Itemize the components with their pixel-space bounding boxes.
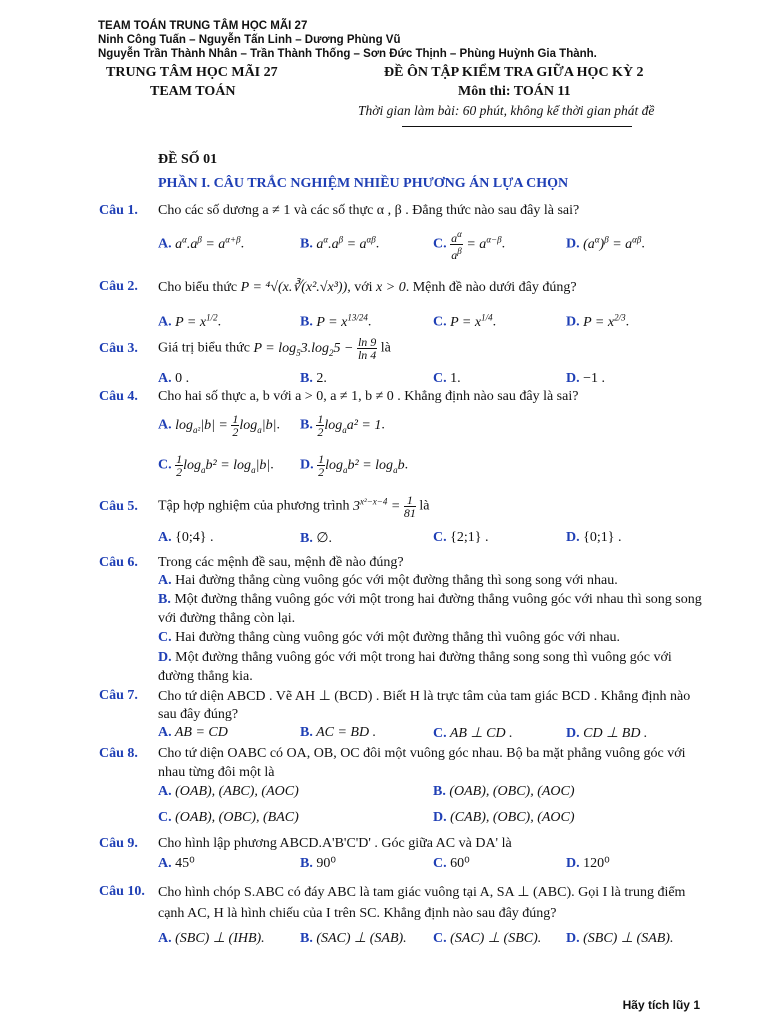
- q9-opt-c: [433, 855, 470, 872]
- letter: B.: [300, 417, 313, 433]
- letter: D.: [566, 371, 580, 386]
- q9-val-d: 120⁰: [583, 856, 610, 871]
- exam-title: ĐỀ ÔN TẬP KIỂM TRA GIỮA HỌC KỲ 2: [384, 65, 644, 80]
- q7-opt-a: [158, 725, 228, 741]
- q8-val-a: (OAB), (ABC), (AOC): [175, 784, 299, 799]
- q6-b1: Một đường thẳng vuông góc với một trong hai đường thẳng vuông góc với nhau thì song song: [174, 592, 702, 607]
- time-note: Thời gian làm bài: 60 phút, không kể thời gian phát đề: [358, 103, 655, 118]
- letter: B.: [433, 784, 446, 799]
- letter: A.: [158, 931, 172, 946]
- header-divider: [402, 126, 632, 127]
- footer-text: Hãy tích lũy 1: [622, 998, 700, 1012]
- exam-number: ĐỀ SỐ 01: [158, 152, 218, 167]
- q8-opt-a: [158, 784, 299, 800]
- q1-opt-a: A. $a^\alpha.a^\beta = a^{\alpha+\beta}$.: [158, 234, 245, 252]
- q5-label: Câu 5.: [99, 499, 138, 514]
- letter: D.: [566, 856, 580, 871]
- q4-opt-a: A. $\log_{a^2}|b|$ = $\frac{1}{2}$ $\log_a|b|$.: [158, 412, 280, 439]
- q3-val-b: 2.: [316, 371, 327, 386]
- q7-val-b: AC = BD .: [316, 725, 377, 740]
- letter: C.: [433, 726, 447, 741]
- q9-val-a: 45⁰: [175, 856, 195, 871]
- q4-opt-b: B. $\frac{1}{2}$ $\log_aa^2 = 1$.: [300, 412, 385, 439]
- letter: D.: [300, 457, 314, 473]
- letter: C.: [433, 931, 447, 946]
- q1-opt-d: D. $(a^\alpha)^\beta = a^{\alpha\beta}$.: [566, 234, 645, 252]
- q10-text2: cạnh AC, H là hình chiếu của I trên SC. Khẳng định nào sau đây đúng?: [158, 906, 557, 921]
- letter: D.: [158, 650, 172, 665]
- q7-opt-c: [433, 725, 513, 742]
- q9-label: Câu 9.: [99, 836, 138, 851]
- letter: D.: [566, 236, 580, 252]
- q7-text1: Cho tứ diện ABCD . Vẽ AH ⊥ (BCD) . Biết H là trực tâm của tam giác BCD . Khẳng định nào: [158, 689, 691, 704]
- q3-opt-c: [433, 371, 461, 387]
- q2-label: Câu 2.: [99, 279, 138, 294]
- letter: D.: [566, 530, 580, 545]
- q8-opt-c: [158, 810, 299, 826]
- letter: A.: [158, 314, 172, 330]
- q2-text: Cho biểu thức P = ⁴√(x.∛(x².√x³)), với x > 0. Mệnh đề nào dưới đây đúng?: [158, 280, 577, 295]
- q5-opt-b: [300, 530, 332, 547]
- letter: C.: [158, 457, 172, 473]
- q3-val-c: 1.: [450, 371, 461, 386]
- q9-opt-b: [300, 855, 336, 872]
- letter: B.: [300, 371, 313, 386]
- q7-opt-d: [566, 725, 647, 742]
- letter: C.: [158, 810, 172, 825]
- q10-val-b: (SAC) ⊥ (SAB).: [316, 931, 407, 946]
- q2-opt-a: A. $P = x^{1/2}$.: [158, 312, 222, 330]
- q6-a: Hai đường thẳng cùng vuông góc với một đường thẳng thì song song với nhau.: [175, 573, 618, 588]
- q6-c: Hai đường thẳng cùng vuông góc với một đường thẳng thì vuông góc với nhau.: [175, 630, 621, 645]
- q4-opt-c: C. $\frac{1}{2}$ $\log_ab^2 = \log_a|b|$.: [158, 452, 274, 479]
- q5-val-a: {0;4} .: [175, 530, 214, 545]
- q5-val-b: ∅.: [316, 531, 333, 546]
- letter: C.: [433, 236, 447, 252]
- q6-opt-b: [158, 592, 702, 608]
- q6-opt-a: [158, 573, 618, 589]
- q10-opt-d: [566, 930, 673, 947]
- q1-opt-b: B. $a^\alpha.a^\beta = a^{\alpha\beta}$.: [300, 234, 380, 252]
- q8-text1: Cho tứ diện OABC có OA, OB, OC đôi một vuông góc nhau. Bộ ba mặt phẳng vuông góc với: [158, 746, 686, 761]
- q10-opt-a: [158, 930, 265, 947]
- q5-opt-c: [433, 530, 488, 546]
- letter: D.: [566, 931, 580, 946]
- q4-text: Cho hai số thực a, b với a > 0, a ≠ 1, b ≠ 0 . Khẳng định nào sau đây là sai?: [158, 389, 579, 404]
- q9-opt-a: [158, 855, 195, 872]
- part-title: PHẦN I. CÂU TRẮC NGHIỆM NHIỀU PHƯƠNG ÁN LỰA CHỌN: [158, 176, 569, 191]
- q3-label: Câu 3.: [99, 341, 138, 356]
- q10-opt-c: [433, 930, 541, 947]
- q6-label: Câu 6.: [99, 555, 138, 570]
- letter: C.: [433, 856, 447, 871]
- q3-text-a: Giá trị biểu thức: [158, 340, 250, 356]
- q2-text-a: Cho biểu thức: [158, 280, 238, 295]
- subject: Môn thi: TOÁN 11: [458, 84, 571, 99]
- q4-opt-d: D. $\frac{1}{2}$ $\log_ab^2 = \log_ab$.: [300, 452, 409, 479]
- q5-text-b: là: [419, 498, 430, 514]
- q3-val-a: 0 .: [175, 371, 190, 386]
- q5-opt-a: [158, 530, 213, 546]
- letter: C.: [433, 314, 447, 330]
- q2-opt-d: D. $P = x^{2/3}$.: [566, 312, 630, 330]
- q10-val-c: (SAC) ⊥ (SBC).: [450, 931, 542, 946]
- q2-text-c: . Mệnh đề nào dưới đây đúng?: [405, 280, 577, 295]
- team-line-1: TEAM TOÁN TRUNG TÂM HỌC MÃI 27: [98, 20, 308, 32]
- q7-val-a: AB = CD: [174, 725, 228, 740]
- letter: D.: [566, 726, 580, 741]
- q9-text: Cho hình lập phương ABCD.A'B'C'D' . Góc giữa AC và DA' là: [158, 836, 512, 851]
- q1-label: Câu 1.: [99, 203, 138, 218]
- letter: C.: [158, 630, 172, 645]
- q8-opt-b: [433, 784, 575, 800]
- letter: A.: [158, 236, 172, 252]
- q10-val-d: (SBC) ⊥ (SAB).: [583, 931, 674, 946]
- q7-label: Câu 7.: [99, 688, 138, 703]
- q2-opt-b: B. $P = x^{13/24}$.: [300, 312, 372, 330]
- q8-val-d: (CAB), (OBC), (AOC): [450, 810, 575, 825]
- q3-opt-d: [566, 371, 605, 387]
- q6-opt-d: [158, 650, 672, 666]
- q6-opt-c: [158, 630, 620, 646]
- team-name: TEAM TOÁN: [150, 84, 236, 99]
- q8-label: Câu 8.: [99, 746, 138, 761]
- q7-opt-b: [300, 725, 376, 741]
- q7-text2: sau đây đúng?: [158, 707, 239, 722]
- letter: A.: [158, 725, 172, 740]
- letter: B.: [300, 725, 313, 740]
- q2-text-b: , với: [347, 280, 373, 295]
- letter: D.: [566, 314, 580, 330]
- q5-opt-d: [566, 530, 621, 546]
- q2-opt-c: C. $P = x^{1/4}$.: [433, 312, 497, 330]
- q8-val-b: (OAB), (OBC), (AOC): [449, 784, 575, 799]
- q1-text: Cho các số dương a ≠ 1 và các số thực α , β . Đẳng thức nào sau đây là sai?: [158, 203, 580, 218]
- q8-text2: nhau từng đôi một là: [158, 765, 275, 780]
- letter: A.: [158, 573, 172, 588]
- q3-opt-a: [158, 371, 189, 387]
- q10-text1: Cho hình chóp S.ABC có đáy ABC là tam giác vuông tại A, SA ⊥ (ABC). Gọi I là trung điểm: [158, 885, 686, 900]
- team-line-3: Nguyễn Trần Thành Nhân – Trần Thành Thống – Sơn Đức Thịnh – Phùng Huỳnh Gia Thành.: [98, 48, 597, 60]
- letter: A.: [158, 371, 172, 386]
- q6-b2: với đường thẳng còn lại.: [158, 611, 296, 626]
- letter: A.: [158, 530, 172, 545]
- center-name: TRUNG TÂM HỌC MÃI 27: [106, 65, 278, 80]
- team-line-2: Ninh Công Tuấn – Nguyễn Tấn Linh – Dương Phùng Vũ: [98, 34, 401, 46]
- q7-val-c: AB ⊥ CD .: [449, 726, 513, 741]
- q3-val-d: −1 .: [583, 371, 606, 386]
- q5-val-c: {2;1} .: [450, 530, 489, 545]
- q5-val-d: {0;1} .: [583, 530, 622, 545]
- letter: D.: [433, 810, 447, 825]
- letter: B.: [300, 314, 313, 330]
- q8-opt-d: [433, 810, 575, 826]
- q6-d1: Một đường thẳng vuông góc với một trong hai đường thẳng song song thì vuông góc với: [175, 650, 672, 665]
- q5-text-a: Tập hợp nghiệm của phương trình: [158, 498, 350, 514]
- letter: A.: [158, 417, 172, 433]
- q6-text: Trong các mệnh đề sau, mệnh đề nào đúng?: [158, 555, 404, 570]
- q9-val-b: 90⁰: [316, 856, 336, 871]
- letter: A.: [158, 856, 172, 871]
- letter: B.: [300, 236, 313, 252]
- q9-val-c: 60⁰: [450, 856, 470, 871]
- q10-label: Câu 10.: [99, 884, 145, 899]
- q4-label: Câu 4.: [99, 389, 138, 404]
- q10-opt-b: [300, 930, 407, 947]
- q7-val-d: CD ⊥ BD .: [583, 726, 648, 741]
- q3-opt-b: [300, 371, 327, 387]
- q3-text: Giá trị biểu thức $P = \log_53.\log_25$ − $\frac{\ln 9}{\ln 4}$ là: [158, 335, 391, 362]
- q6-d2: đường thẳng kia.: [158, 669, 253, 684]
- q5-text: Tập hợp nghiệm của phương trình $3^{x^2-x-4}$ = $\frac{1}{81}$ là: [158, 493, 430, 520]
- q10-val-a: (SBC) ⊥ (IHB).: [175, 931, 265, 946]
- q8-val-c: (OAB), (OBC), (BAC): [175, 810, 299, 825]
- q1-opt-c: C. $\frac{a^\alpha}{a^\beta}$ = $a^{\alpha-\beta}$.: [433, 229, 506, 262]
- letter: A.: [158, 784, 172, 799]
- letter: B.: [158, 592, 171, 607]
- letter: B.: [300, 531, 313, 546]
- letter: B.: [300, 931, 313, 946]
- q9-opt-d: [566, 855, 610, 872]
- letter: B.: [300, 856, 313, 871]
- letter: C.: [433, 530, 447, 545]
- q3-text-b: là: [380, 340, 391, 356]
- letter: C.: [433, 371, 447, 386]
